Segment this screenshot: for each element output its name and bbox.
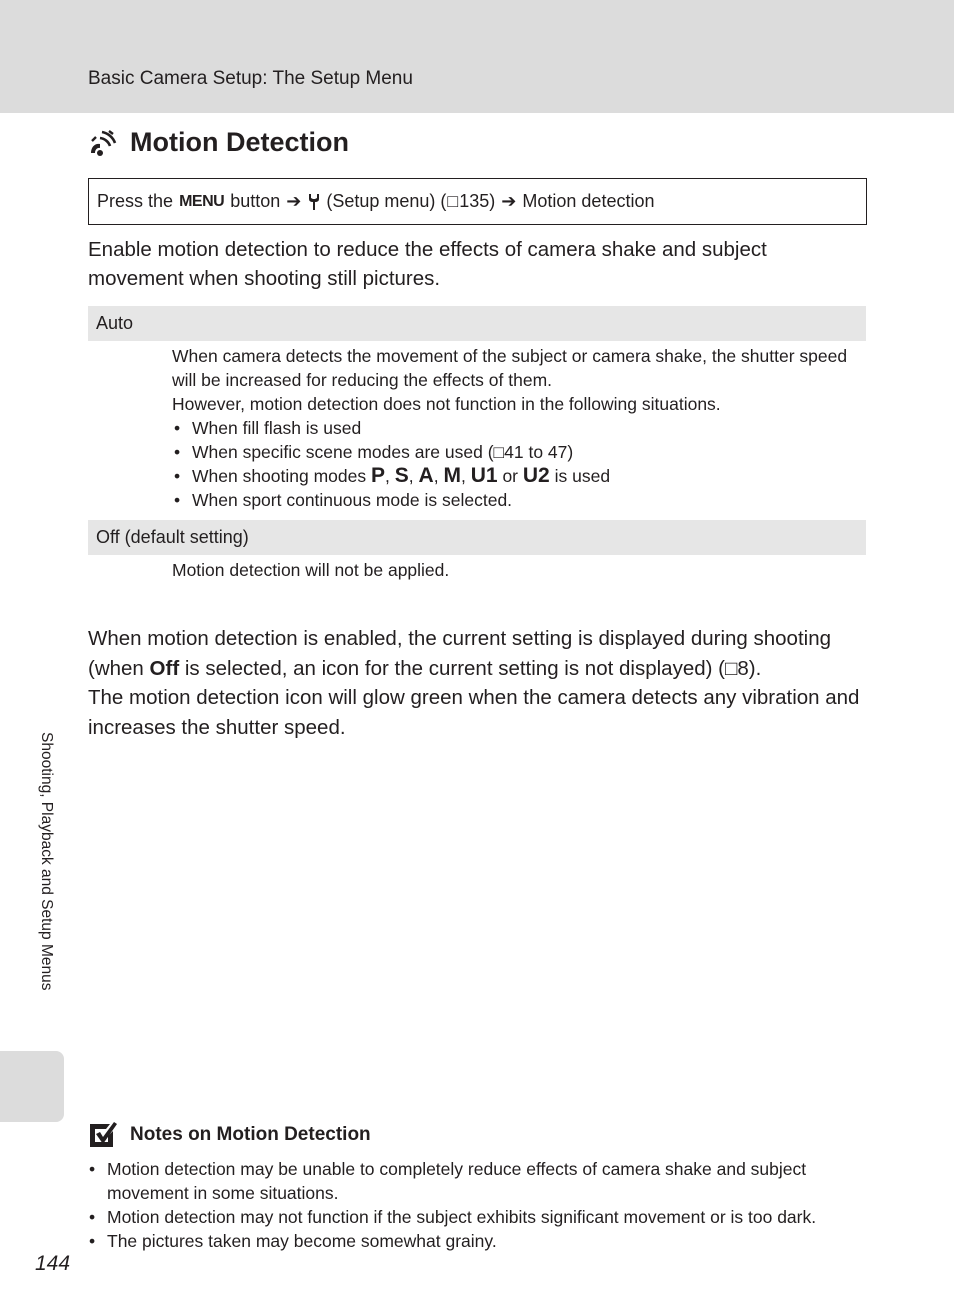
nav-setup-text: (Setup menu) (: [326, 191, 447, 211]
mode-p-icon: P: [371, 464, 386, 487]
book-icon: □: [447, 191, 459, 211]
wrench-icon: [307, 193, 321, 211]
mode-s-icon: S: [394, 464, 409, 487]
mode-a-icon: A: [418, 464, 434, 487]
nav-page-ref: 135): [459, 191, 496, 211]
sidebar-section-label: Shooting, Playback and Setup Menus: [38, 732, 55, 991]
mode-u2-icon: U2: [522, 464, 550, 487]
body-text: [88, 624, 878, 742]
option-label: Off (default setting): [96, 527, 249, 547]
header-band: [0, 0, 954, 113]
option-desc-text: When camera detects the movement of the subject or camera shake, the shutter speed will be increased for reducing the effects of them.: [172, 346, 848, 390]
body-paragraph: When motion detection is enabled, the current setting is displayed during shooting (when Off is selected, an icon for the current setting is not displayed) (□8).: [88, 627, 832, 680]
option-desc-text: Motion detection will not be applied.: [172, 560, 450, 580]
nav-button-text: button: [230, 191, 281, 211]
option-header-off: [88, 520, 866, 555]
section-header: Basic Camera Setup: The Setup Menu: [88, 68, 413, 89]
list-item: • Motion detection may not function if the subject exhibits significant movement or is too dark.: [88, 1205, 858, 1229]
mode-m-icon: M: [443, 464, 461, 487]
exception-list: [172, 416, 862, 512]
option-description-off: [172, 558, 862, 582]
mode-u1-icon: U1: [470, 464, 498, 487]
page-title: Motion Detection: [130, 126, 349, 157]
option-label: Auto: [96, 313, 134, 333]
list-item: • When shooting modes P, S, A, M, U1 or U2 is used: [172, 464, 862, 488]
list-item: • When specific scene modes are used (□41 to 47): [172, 440, 862, 464]
notes-title: Notes on Motion Detection: [130, 1124, 371, 1145]
option-desc-text: However, motion detection does not function in the following situations.: [172, 394, 721, 414]
list-item: • The pictures taken may become somewhat grainy.: [88, 1229, 858, 1253]
option-header-auto: [88, 306, 866, 341]
notes-header: [88, 1120, 371, 1150]
list-item: • When sport continuous mode is selected.: [172, 488, 862, 512]
page-number: 144: [35, 1252, 71, 1275]
nav-target: Motion detection: [522, 191, 655, 211]
body-paragraph: The motion detection icon will glow green when the camera detects any vibration and increases the shutter speed.: [88, 686, 860, 739]
motion-detection-icon: [88, 128, 118, 156]
arrow-icon: ➔: [501, 191, 517, 211]
off-setting-glyph: Off: [149, 656, 180, 680]
list-item: • Motion detection may be unable to completely reduce effects of camera shake and subject movement in some situations.: [88, 1157, 858, 1205]
menu-navigation-path: [88, 178, 867, 225]
option-description-auto: [172, 344, 862, 512]
list-item: • When fill flash is used: [172, 416, 862, 440]
arrow-icon: ➔: [286, 191, 302, 211]
intro-paragraph: Enable motion detection to reduce the effects of camera shake and subject movement when shooting still pictures.: [88, 238, 767, 290]
notes-list: [88, 1157, 858, 1253]
menu-button-glyph: MENU: [179, 192, 225, 210]
book-icon: □: [724, 656, 738, 680]
page-title-row: [88, 124, 349, 160]
nav-press-text: Press the: [97, 191, 174, 211]
book-icon: □: [493, 442, 505, 462]
checkmark-icon: [88, 1121, 118, 1149]
sidebar-tab: [0, 1051, 64, 1122]
